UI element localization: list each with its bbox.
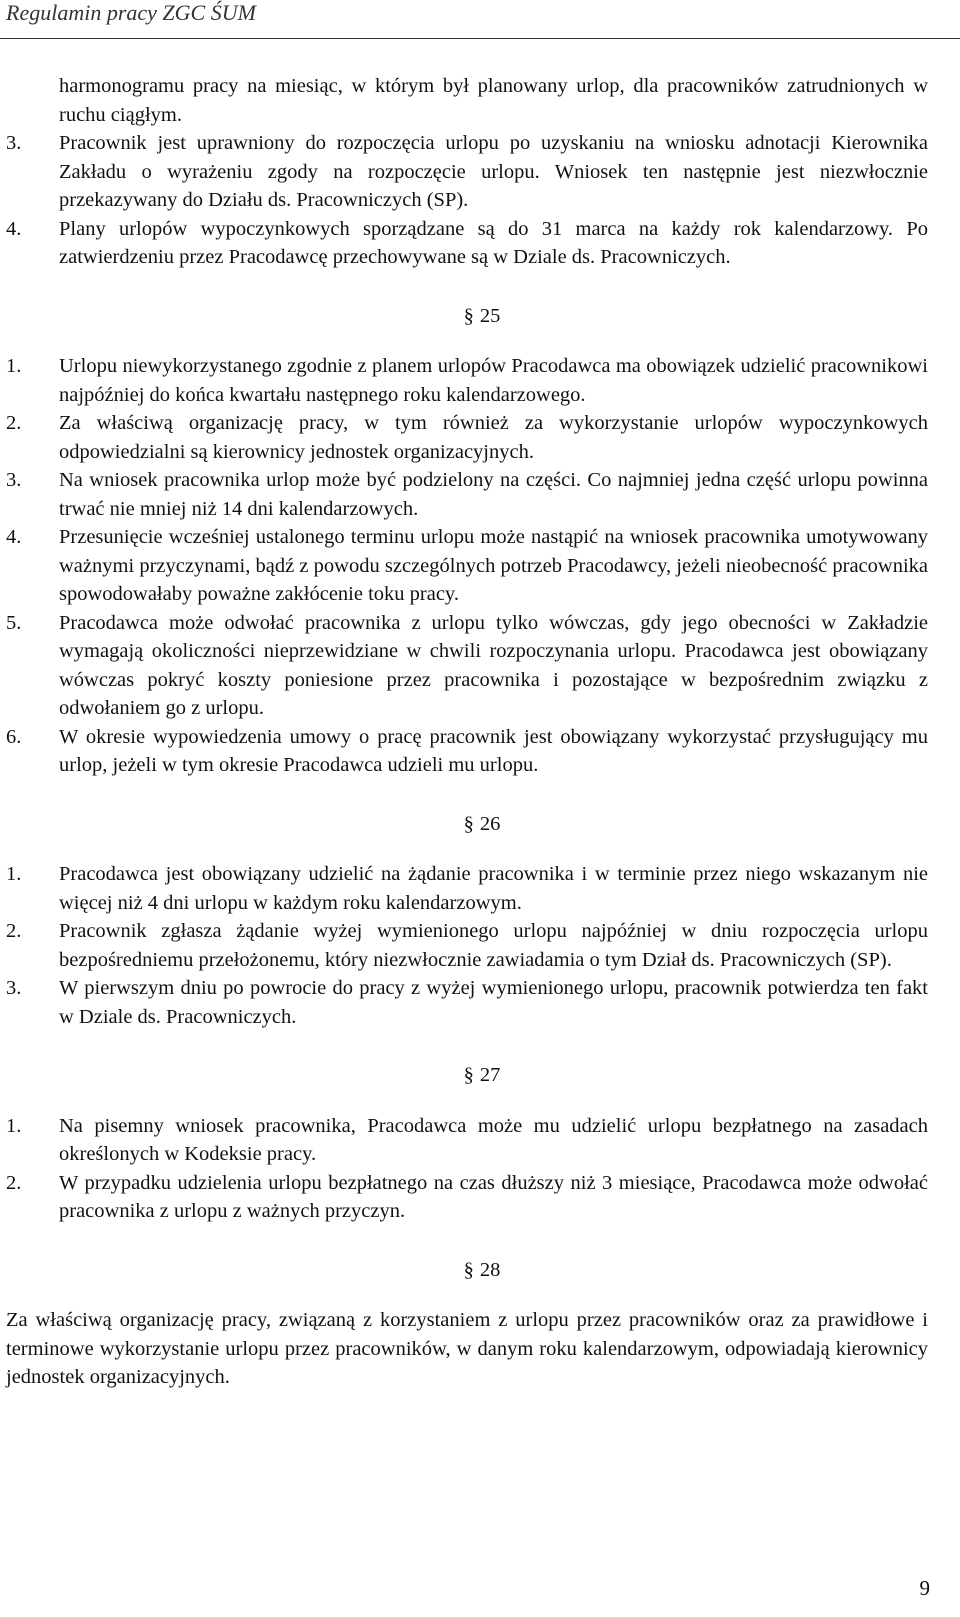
item-text-main: Plany urlopów wypoczynkowych sporządzane są do 31 marca na każdy rok kalendarzowy. Po zatwierdzeniu przez Pracodawcę przechowywane są w Dziale ds. Pracowniczych.	[59, 217, 928, 268]
item-text	[59, 523, 928, 609]
item-number: 6.	[6, 725, 22, 748]
section-heading	[6, 1061, 928, 1090]
continuation-text: harmonogramu pracy na miesiąc, w którym był planowany urlop, dla pracowników zatrudnionych w ruchu ciągłym.	[59, 75, 928, 126]
list-item	[6, 215, 928, 272]
page-number: 9	[919, 1576, 930, 1600]
header-rule	[0, 38, 960, 39]
item-text-main: Pracownik zgłasza żądanie wyżej wymienionego urlopu najpóźniej w dniu rozpoczęcia urlopu bezpośredniemu przełożonemu, który niezwłocznie zawiadamia o tym Dział ds. Pracowniczych (SP).	[59, 920, 928, 971]
item-text	[59, 1112, 928, 1169]
item-number: 2.	[6, 1171, 22, 1194]
list-item	[6, 609, 928, 723]
document-header: Regulamin pracy ZGC ŚUM	[6, 0, 256, 25]
list-item	[6, 466, 928, 523]
item-number: 3.	[6, 977, 22, 999]
list-item	[6, 352, 928, 409]
section-sign-icon: §	[463, 1258, 474, 1281]
list-item	[6, 974, 928, 1031]
item-text-main: Urlopu niewykorzystanego zgodnie z planem urlopów Pracodawca ma obowiązek udzielić pracownikowi najpóźniej do końca kwartału następnego roku kalendarzowego.	[59, 355, 928, 406]
item-text	[59, 215, 928, 272]
item-text-main: Pracodawca może odwołać pracownika z urlopu tylko wówczas, gdy jego obecności w Zakładzie wymagają okoliczności nieprzewidziane w chwili rozpoczynania urlopu.	[59, 611, 928, 662]
item-text-main: W okresie wypowiedzenia umowy o pracę pracownik jest obowiązany wykorzystać przysługujący mu urlop, jeżeli w tym okresie Pracodawca udzieli mu urlopu.	[59, 725, 928, 776]
item-number: 3.	[6, 132, 22, 154]
item-text-main: Na pisemny wniosek pracownika, Pracodawca może mu udzielić urlopu bezpłatnego na zasadach określonych w Kodeksie pracy.	[59, 1114, 928, 1165]
item-number: 5.	[6, 611, 22, 634]
item-text-main: Przesunięcie wcześniej ustalonego terminu urlopu może nastąpić na wniosek pracownika umotywowany ważnymi przyczynami, bądź z powodu szczególnych potrzeb Pracodawcy, jeżeli nieobecność pracownika spowodowałaby poważne zakłócenie toku pracy.	[59, 526, 928, 605]
section-heading	[6, 1256, 928, 1285]
item-number: 2.	[6, 412, 22, 434]
item-number: 1.	[6, 355, 22, 377]
item-text	[59, 609, 928, 723]
item-text-main: W pierwszym dniu po powrocie do pracy z wyżej wymienionego urlopu, pracownik potwierdza ten fakt w Dziale ds. Pracowniczych.	[59, 977, 928, 1028]
list-item	[6, 129, 928, 215]
item-number: 3.	[6, 469, 22, 491]
item-text-main: Pracodawca jest obowiązany udzielić na żądanie pracownika i w terminie przez niego wskazanym nie więcej niż 4 dni urlopu w każdym roku kalendarzowym.	[59, 863, 928, 914]
section-paragraph: Za właściwą organizację pracy, związaną z korzystaniem z urlopu przez pracowników oraz za prawidłowe i terminowe wykorzystanie urlopu przez pracowników, w danym roku kalendarzowym, odpowiadają kierownicy jednostek organizacyjnych.	[6, 1309, 928, 1388]
section-number: 25	[479, 304, 501, 327]
item-text	[59, 409, 928, 466]
item-number: 1.	[6, 1114, 22, 1137]
item-text	[59, 466, 928, 523]
list-item	[6, 1169, 928, 1226]
section-heading	[6, 810, 928, 839]
document-body	[6, 72, 928, 1392]
item-text-main: W przypadku udzielenia urlopu bezpłatnego na czas dłuższy niż 3 miesiące, Pracodawca może odwołać pracownika z urlopu z ważnych przyczyn.	[59, 1171, 928, 1222]
list-item	[6, 723, 928, 780]
item-text-main: Za właściwą organizację pracy, w tym również za wykorzystanie urlopów wypoczynkowych odpowiedzialni są kierownicy jednostek organizacyjnych.	[59, 412, 928, 463]
list-item	[6, 409, 928, 466]
list-item	[6, 1112, 928, 1169]
item-text-main: Pracownik jest uprawniony do rozpoczęcia urlopu po uzyskaniu na wniosku adnotacji Kierownika Zakładu o wyrażeniu zgody na rozpoczęcie urlopu. Wniosek ten następnie jest niezwłocznie przekazywany do Działu ds. Pracowniczych (SP).	[59, 132, 928, 211]
item-text	[59, 860, 928, 917]
list-item	[6, 523, 928, 609]
section-sign-icon: §	[463, 812, 474, 835]
list-item	[6, 917, 928, 974]
item-number: 2.	[6, 920, 22, 942]
section-number: 26	[479, 812, 501, 835]
item-text	[59, 974, 928, 1031]
item-text	[59, 723, 928, 780]
section-heading	[6, 302, 928, 331]
section-sign-icon: §	[463, 1064, 474, 1086]
item-text	[59, 1169, 928, 1226]
section-number: 27	[479, 1064, 501, 1086]
item-text-extra: Pracodawca jest obowiązany wówczas pokryć koszty poniesione przez pracownika i pozostające w bezpośrednim związku z odwołaniem go z urlopu.	[59, 640, 928, 719]
list-item	[6, 860, 928, 917]
item-text	[59, 917, 928, 974]
item-number: 1.	[6, 863, 22, 885]
section-sign-icon: §	[463, 304, 474, 327]
item-text	[59, 352, 928, 409]
item-text-main: Na wniosek pracownika urlop może być podzielony na części. Co najmniej jedna część urlopu powinna trwać nie mniej niż 14 dni kalendarzowych.	[59, 469, 928, 520]
item-text	[59, 129, 928, 215]
item-number: 4.	[6, 217, 22, 240]
item-number: 4.	[6, 526, 22, 548]
section-number: 28	[479, 1258, 501, 1281]
